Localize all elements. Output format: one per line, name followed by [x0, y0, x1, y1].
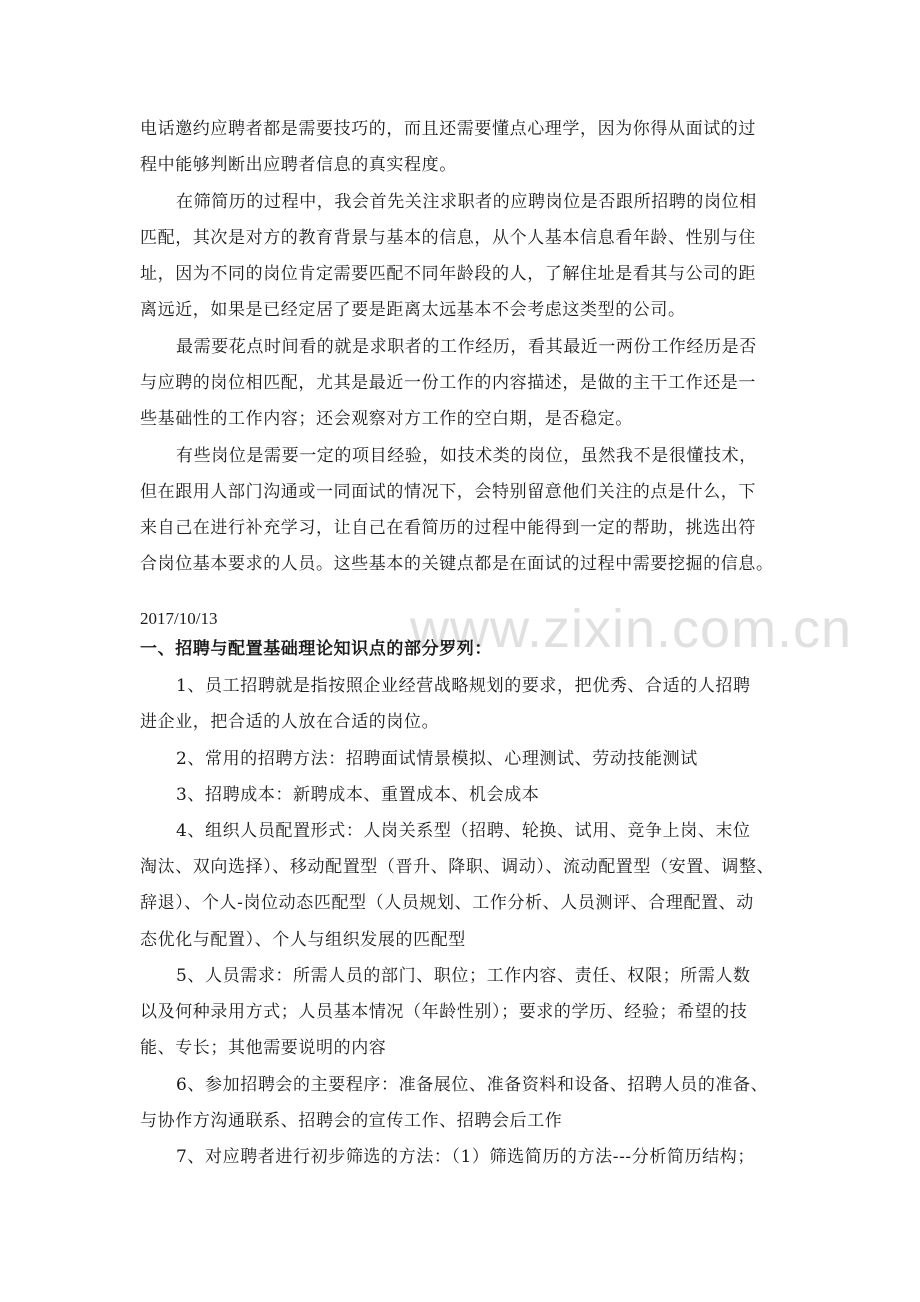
list-item-line: 3、招聘成本：新聘成本、重置成本、机会成本: [176, 785, 540, 805]
list-item-line: 以及何种录用方式；人员基本情况（年龄性别）；要求的学历、经验；希望的技: [140, 1002, 748, 1022]
list-item-line: 2、常用的招聘方法：招聘面试情景模拟、心理测试、劳动技能测试: [176, 749, 698, 769]
paragraph-line: 些基础性的工作内容；还会观察对方工作的空白期，是否稳定。: [140, 409, 633, 429]
list-item-line: 辞退）、个人-岗位动态匹配型（人员规划、工作分析、人员测评、合理配置、动: [140, 893, 754, 913]
paragraph-line: 最需要花点时间看的就是求职者的工作经历，看其最近一两份工作经历是否: [176, 337, 757, 357]
date-label: 2017/10/13: [140, 609, 218, 628]
paragraph-line: 匹配，其次是对方的教育背景与基本的信息，从个人基本信息看年龄、性别与住: [140, 228, 756, 248]
paragraph-line: 程中能够判断出应聘者信息的真实程度。: [140, 155, 457, 175]
list-item-line: 与协作方沟通联系、招聘会的宣传工作、招聘会后工作: [140, 1111, 563, 1131]
section-heading: 一、招聘与配置基础理论知识点的部分罗列：: [140, 639, 492, 659]
list-item-line: 淘汰、双向选择）、移动配置型（晋升、降职、调动）、流动配置型（安置、调整、: [140, 857, 775, 877]
list-item-line: 进企业，把合适的人放在合适的岗位。: [140, 712, 440, 732]
paragraph-line: 有些岗位是需要一定的项目经验，如技术类的岗位，虽然我不是很懂技术，: [176, 446, 757, 466]
list-item-line: 6、参加招聘会的主要程序：准备展位、准备资料和设备、招聘人员的准备、: [176, 1075, 769, 1095]
paragraph-line: 址，因为不同的岗位肯定需要匹配不同年龄段的人，了解住址是看其与公司的距: [140, 264, 756, 284]
paragraph-line: 来自己在进行补充学习，让自己在看简历的过程中能得到一定的帮助，挑选出符: [140, 518, 756, 538]
paragraph-line: 与应聘的岗位相匹配，尤其是最近一份工作的内容描述，是做的主干工作还是一: [140, 373, 756, 393]
paragraph-line: 离远近，如果是已经定居了要是距离太远基本不会考虑这类型的公司。: [140, 300, 686, 320]
paragraph-line: 电话邀约应聘者都是需要技巧的，而且还需要懂点心理学，因为你得从面试的过: [140, 119, 756, 139]
watermark-text: www.zixin.com.cn: [410, 599, 853, 659]
paragraph-line: 但在跟用人部门沟通或一同面试的情况下，会特别留意他们关注的点是什么，下: [140, 482, 756, 502]
list-item-line: 1、员工招聘就是指按照企业经营战略规划的要求，把优秀、合适的人招聘: [176, 676, 751, 696]
paragraph-line: 在筛简历的过程中，我会首先关注求职者的应聘岗位是否跟所招聘的岗位相: [176, 192, 757, 212]
paragraph-line: 合岗位基本要求的人员。这些基本的关键点都是在面试的过程中需要挖掘的信息。: [140, 554, 774, 574]
list-item-line: 5、人员需求：所需人员的部门、职位；工作内容、责任、权限；所需人数: [176, 966, 751, 986]
list-item-line: 能、专长；其他需要说明的内容: [140, 1038, 387, 1058]
list-item-line: 态优化与配置）、个人与组织发展的匹配型: [140, 930, 466, 950]
list-item-line: 7、对应聘者进行初步筛选的方法：（1）筛选简历的方法---分析简历结构；: [176, 1147, 755, 1167]
list-item-line: 4、组织人员配置形式：人岗关系型（招聘、轮换、试用、竞争上岗、末位: [176, 821, 751, 841]
